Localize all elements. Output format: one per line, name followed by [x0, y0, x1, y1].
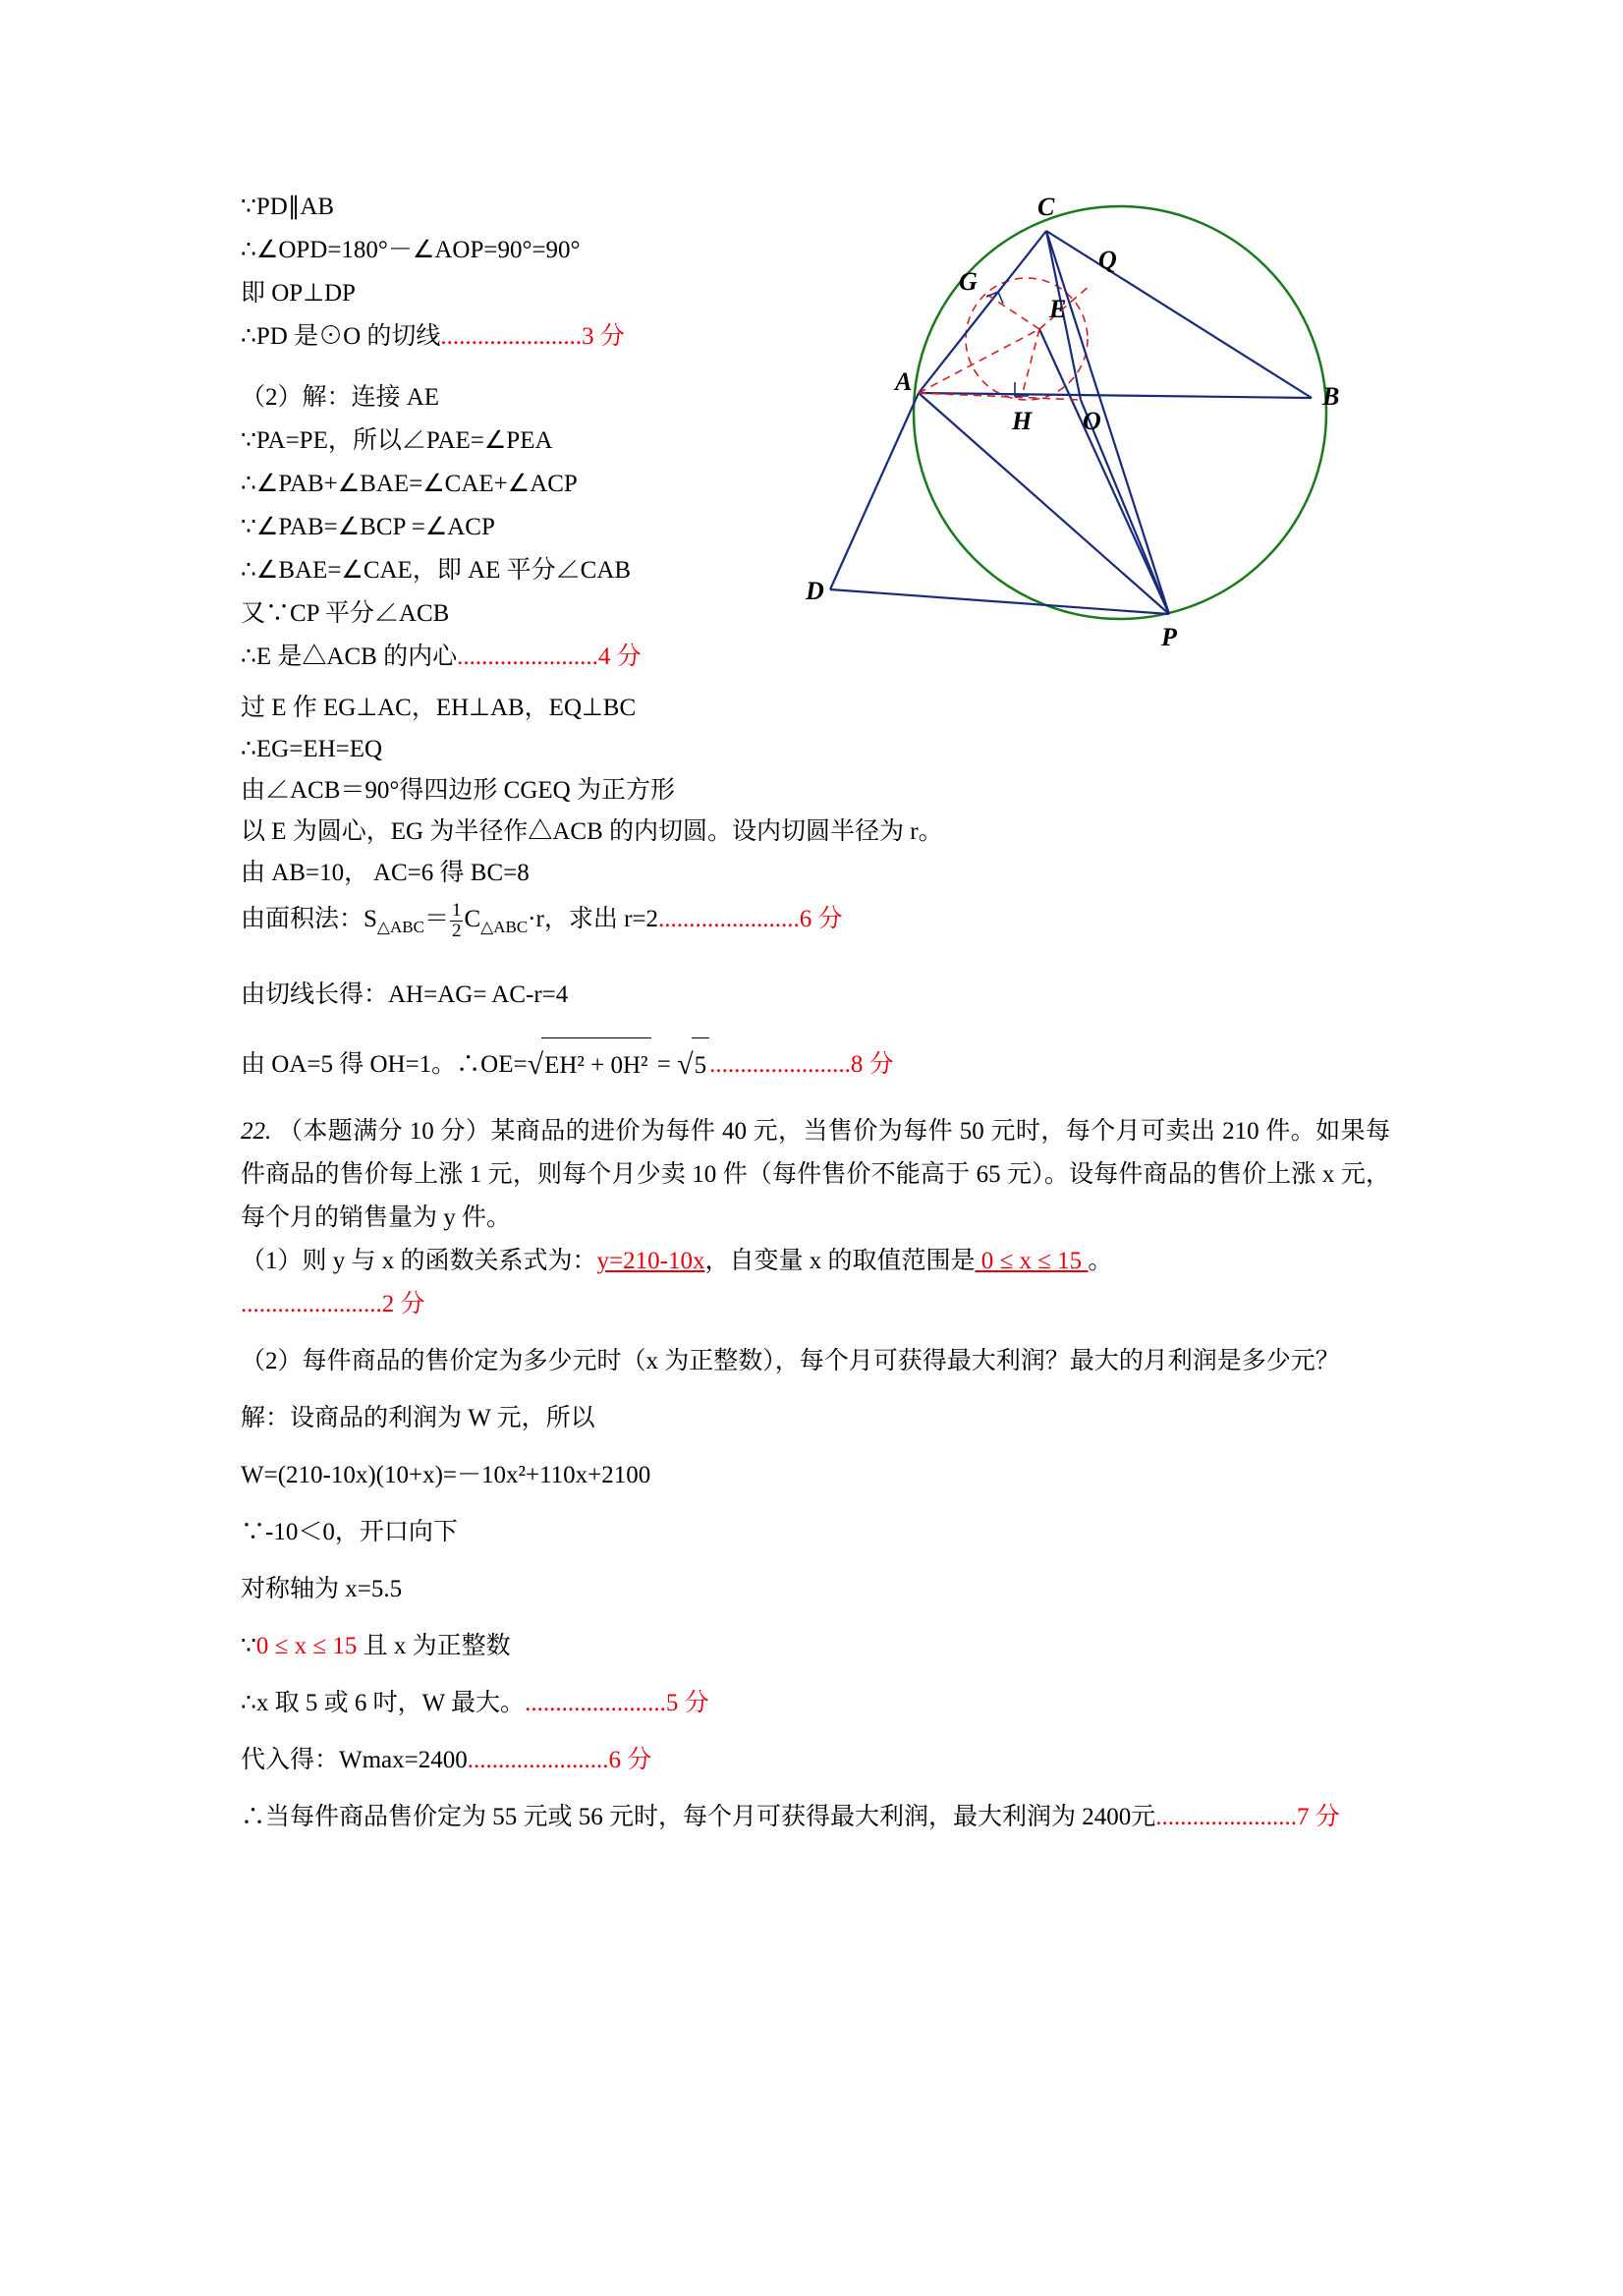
solution-line: 解：设商品的利润为 W 元，所以: [241, 1405, 595, 1431]
part1-answer-function: y=210-10x: [596, 1248, 705, 1274]
proof-line-text: ∴PD 是⊙O 的切线: [241, 323, 441, 350]
proof-section-1: [241, 187, 850, 680]
label-G: G: [959, 267, 978, 296]
leader-dots: .......................: [1155, 1804, 1298, 1830]
one-half-fraction: [450, 901, 464, 941]
proof-line: ∴∠PAB+∠BAE=∠CAE+∠ACP: [241, 471, 578, 497]
proof-line: 以 E 为圆心，EG 为半径作△ACB 的内切圆。设内切圆半径为 r。: [241, 818, 943, 845]
proof-line: ∴EG=EH=EQ: [241, 736, 383, 762]
leader-dots: .......................: [241, 1291, 382, 1317]
proof-line-with-score: [241, 637, 850, 678]
leader-dots: .......................: [467, 1747, 609, 1773]
area-c: C: [464, 906, 481, 932]
result-line-1: [241, 1682, 1390, 1725]
leader-dots: .......................: [457, 644, 598, 670]
proof-line: 又∵CP 平分∠ACB: [241, 600, 450, 627]
problem-number: 22.: [241, 1118, 272, 1145]
proof-line: ∵∠PAB=∠BCP =∠ACP: [241, 514, 495, 540]
problem-22-part1: [241, 1240, 1390, 1283]
leader-dots: .......................: [525, 1690, 666, 1716]
sqrt-expression-2: [677, 1037, 709, 1094]
part1-suffix: 。: [1088, 1248, 1113, 1274]
tangent-length-line: 由切线长得：AH=AG= AC-r=4: [241, 981, 569, 1008]
label-B: B: [1322, 382, 1340, 411]
proof-line: ∴∠BAE=∠CAE，即 AE 平分∠CAB: [241, 557, 632, 584]
result-line-2: [241, 1739, 1390, 1782]
label-C: C: [1037, 193, 1055, 221]
area-formula-line: [241, 894, 1380, 953]
leader-dots: .......................: [709, 1051, 851, 1078]
proof-line-text: ∴E 是△ACB 的内心: [241, 644, 458, 670]
solution-line: ∵-10＜0，开口向下: [241, 1519, 458, 1545]
radical-sign: √: [527, 1048, 544, 1082]
proof-line: ∵PA=PE，所以∠PAE=∠PEA: [241, 427, 553, 454]
score-mark: 8 分: [850, 1051, 894, 1078]
oe-computation-line: [241, 1037, 1380, 1094]
condition-line: [241, 1625, 1390, 1668]
proof-line: 由 AB=10， AC=6 得 BC=8: [241, 860, 530, 886]
part1-middle: ，自变量 x 的取值范围是: [704, 1248, 976, 1274]
solution-line: 对称轴为 x=5.5: [241, 1576, 403, 1602]
result-text: 代入得：Wmax=2400: [241, 1747, 468, 1773]
proof-line: ∴∠OPD=180°－∠AOP=90°=90°: [241, 237, 581, 263]
radicand: EH² + 0H²: [541, 1037, 650, 1093]
leader-dots: .......................: [658, 906, 800, 932]
label-H: H: [1012, 407, 1033, 435]
score-mark: 3 分: [582, 323, 625, 350]
area-tail: 求出 r=2: [568, 906, 659, 932]
figure-lines: [830, 231, 1312, 614]
score-mark: 6 分: [608, 1747, 652, 1773]
proof-line: （2）解：连接 AE: [241, 384, 440, 411]
label-Q: Q: [1098, 246, 1117, 274]
proof-line: 过 E 作 EG⊥AC，EH⊥AB，EQ⊥BC: [241, 695, 637, 721]
area-sub-abc: △ABC: [376, 918, 424, 936]
condition-range: 0 ≤ x ≤ 15: [255, 1633, 358, 1659]
proof-section-2: [241, 688, 1380, 1094]
fraction-denominator: 2: [451, 920, 462, 941]
oe-prefix: 由 OA=5 得 OH=1。∴OE=: [241, 1051, 528, 1078]
radicand: 5: [692, 1037, 710, 1093]
radical-sign: √: [677, 1048, 694, 1082]
part1-prefix: （1）则 y 与 x 的函数关系式为：: [241, 1248, 597, 1274]
conclusion-line: [241, 1796, 1390, 1839]
oe-equals: =: [650, 1051, 678, 1078]
score-mark: 6 分: [799, 906, 843, 932]
score-mark: 5 分: [665, 1690, 709, 1716]
right-angle-marks: [986, 292, 1029, 396]
condition-prefix: ∵: [241, 1633, 256, 1659]
label-P: P: [1161, 623, 1177, 651]
label-E: E: [1049, 295, 1067, 323]
area-formula-prefix: 由面积法：S: [241, 906, 377, 932]
solution-line: W=(210-10x)(10+x)=－10x²+110x+2100: [241, 1462, 651, 1488]
proof-line: 即 OP⊥DP: [241, 280, 356, 307]
part1-answer-range: 0 ≤ x ≤ 15: [975, 1248, 1089, 1274]
proof-line: 由∠ACB＝90°得四边形 CGEQ 为正方形: [241, 777, 675, 804]
fraction-numerator: 1: [451, 899, 462, 921]
label-O: O: [1083, 407, 1101, 435]
label-D: D: [806, 577, 824, 605]
leader-dots: .......................: [440, 323, 583, 350]
area-r: ·r，: [528, 906, 569, 932]
label-A: A: [895, 367, 913, 396]
problem-22-part2: （2）每件商品的售价定为多少元时（x 为正整数），每个月可获得最大利润？最大的月利润是多少元？: [241, 1348, 1340, 1374]
score-mark: 2 分: [381, 1291, 425, 1317]
problem-stem-text: （本题满分 10 分）某商品的进价为每件 40 元，当售价为每件 50 元时，每个月可卖出 210 件。如果每件商品的售价每上涨 1 元，则每个月少卖 10 件（每件售价不能高于 65 元）。设每件商品的售价上涨 x 元，每个月的销售量为 y 件。: [241, 1118, 1390, 1231]
problem-22: [241, 1110, 1390, 1839]
area-equals: ＝: [423, 906, 449, 932]
conclusion-text: ∴当每件商品售价定为 55 元或 56 元时，每个月可获得最大利润，最大利润为 2400元: [241, 1804, 1156, 1830]
proof-line-with-score: [241, 316, 850, 358]
result-text: ∴x 取 5 或 6 吋，W 最大。: [241, 1690, 526, 1716]
proof-line: ∵PD∥AB: [241, 194, 335, 220]
score-mark: 4 分: [597, 644, 642, 670]
sqrt-expression-1: [528, 1037, 651, 1094]
score-mark: 7 分: [1297, 1804, 1340, 1830]
part1-score-line: [241, 1283, 1390, 1326]
problem-22-stem: [241, 1110, 1390, 1240]
area-sub-abc-2: △ABC: [480, 918, 529, 936]
condition-suffix: 且 x 为正整数: [357, 1633, 511, 1659]
